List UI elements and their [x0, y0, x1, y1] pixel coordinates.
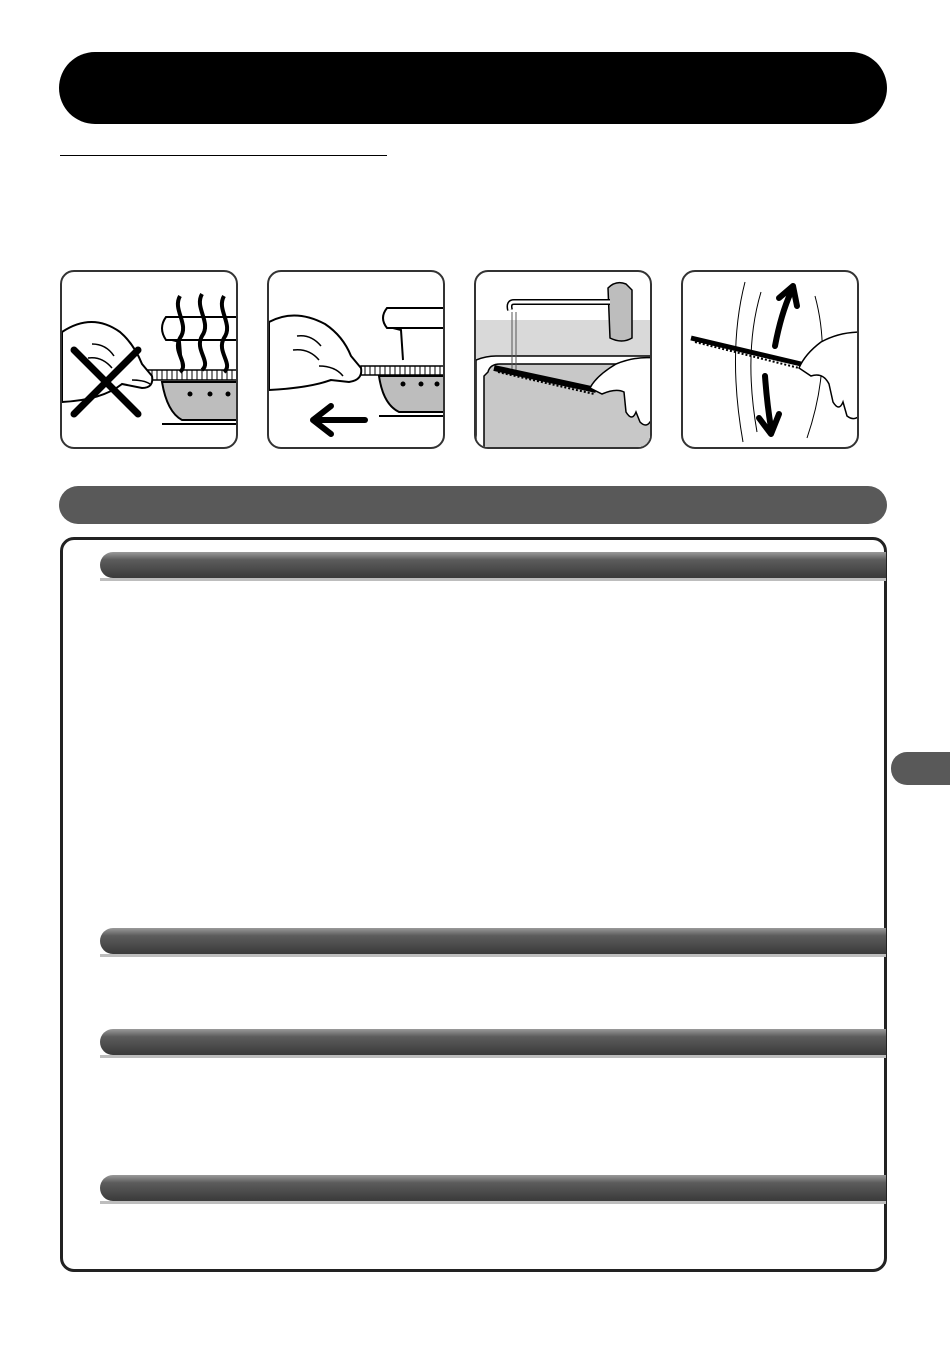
- content-box: [60, 537, 887, 1272]
- illustration-no-heat: [60, 270, 238, 449]
- illustration-shake-comb: [681, 270, 859, 449]
- illustration-rinse-comb: [474, 270, 652, 449]
- subsection-header-3: [100, 1029, 886, 1055]
- rinse-comb-icon: [476, 272, 652, 449]
- heading-underline: [60, 155, 387, 156]
- remove-comb-icon: [269, 272, 445, 449]
- subsection-header-1: [100, 552, 886, 578]
- title-bar: [59, 52, 887, 124]
- language-side-tab: [891, 752, 950, 785]
- subsection-header-4: [100, 1175, 886, 1201]
- section-header-bar: [59, 486, 887, 524]
- shake-comb-icon: [683, 272, 859, 449]
- illustration-remove-comb: [267, 270, 445, 449]
- no-heat-comb-icon: [62, 272, 238, 449]
- subsection-header-2: [100, 928, 886, 954]
